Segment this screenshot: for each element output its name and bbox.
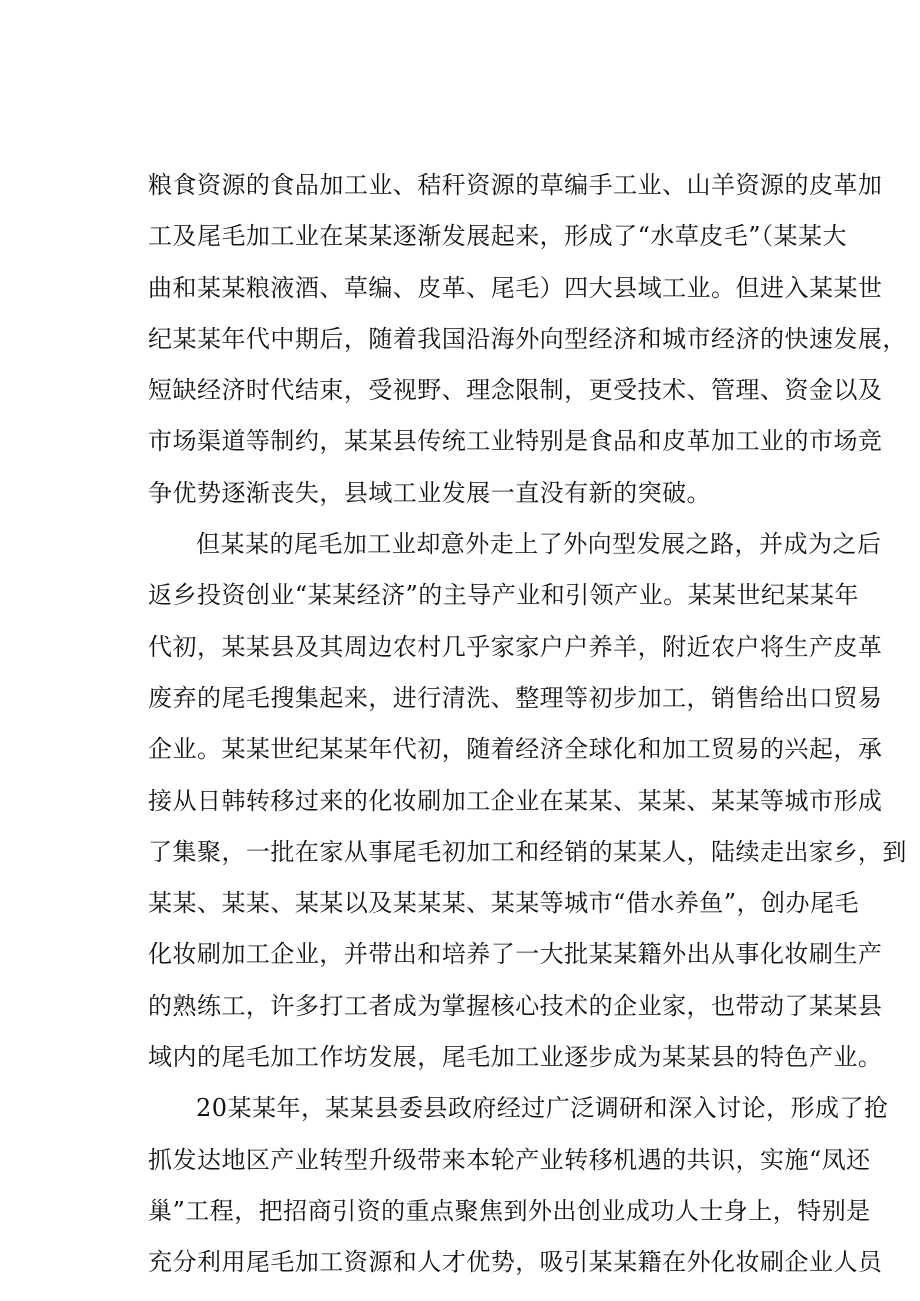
text-line: 的熟练工，许多打工者成为掌握核心技术的企业家，也带动了某某县 <box>148 991 883 1020</box>
text-line: 企业。某某世纪某某年代初，随着经济全球化和加工贸易的兴起，承 <box>148 735 883 764</box>
text-line: 某某、某某、某某以及某某某、某某等城市“借水养鱼”，创办尾毛 <box>148 889 859 918</box>
text-line: 争优势逐渐丧失，县域工业发展一直没有新的突破。 <box>148 478 712 507</box>
text-line: 市场渠道等制约，某某县传统工业特别是食品和皮革加工业的市场竞 <box>148 427 883 456</box>
text-line: 化妆刷加工企业，并带出和培养了一大批某某籍外出从事化妆刷生产 <box>148 940 883 969</box>
text-line: 接从日韩转移过来的化妆刷加工企业在某某、某某、某某等城市形成 <box>148 786 883 815</box>
text-line: 曲和某某粮液酒、草编、皮革、尾毛）四大县域工业。但进入某某世 <box>148 273 883 302</box>
text-line: 工及尾毛加工业在某某逐渐发展起来，形成了“水草皮毛”（某某大 <box>148 222 847 251</box>
text-line: 代初，某某县及其周边农村几乎家家户户养羊，附近农户将生产皮革 <box>148 632 883 661</box>
text-line: 纪某某年代中期后，随着我国沿海外向型经济和城市经济的快速发展， <box>148 324 907 353</box>
text-line-paragraph-start: 但某某的尾毛加工业却意外走上了外向型发展之路，并成为之后 <box>196 530 882 559</box>
text-line: 充分利用尾毛加工资源和人才优势，吸引某某籍在外化妆刷企业人员 <box>148 1248 883 1277</box>
text-line: 抓发达地区产业转型升级带来本轮产业转移机遇的共识，实施“凤还 <box>148 1145 871 1174</box>
body-text <box>148 160 907 1289</box>
text-line: 短缺经济时代结束，受视野、理念限制，更受技术、管理、资金以及 <box>148 376 883 405</box>
text-line: 粮食资源的食品加工业、秸秆资源的草编手工业、山羊资源的皮革加 <box>148 171 883 199</box>
text-line: 了集聚，一批在家从事尾毛初加工和经销的某某人，陆续走出家乡，到 <box>148 837 907 866</box>
text-line: 废弃的尾毛搜集起来，进行清洗、整理等初步加工，销售给出口贸易 <box>148 683 883 712</box>
text-line: 域内的尾毛加工作坊发展，尾毛加工业逐步成为某某县的特色产业。 <box>148 1043 883 1072</box>
text-line-paragraph-start: 20某某年，某某县委县政府经过广泛调研和深入讨论，形成了抢 <box>196 1094 889 1123</box>
text-line: 返乡投资创业“某某经济”的主导产业和引领产业。某某世纪某某年 <box>148 581 859 610</box>
text-line: 巢”工程，把招商引资的重点聚焦到外出创业成功人士身上，特别是 <box>148 1196 871 1225</box>
